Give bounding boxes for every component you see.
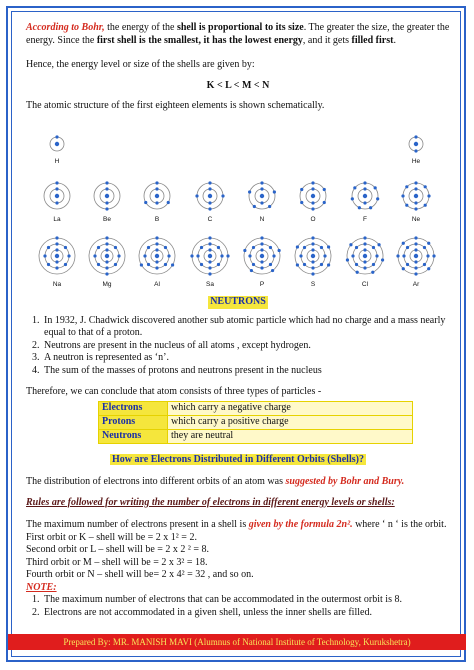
electron (97, 263, 100, 266)
neutrons-section (26, 296, 450, 619)
electron (311, 187, 314, 190)
electron (155, 266, 158, 269)
electron (363, 236, 366, 239)
max-formula: given by the formula 2n². (248, 519, 353, 530)
intro-bold-3: filled first (351, 34, 394, 46)
intro-text-1: the energy of the (104, 22, 177, 33)
electron (260, 201, 263, 204)
electron (414, 248, 417, 251)
electron (311, 272, 314, 275)
electron (268, 205, 271, 208)
electron (426, 254, 429, 257)
electron (303, 263, 306, 266)
document-content (26, 22, 450, 113)
electron (363, 201, 366, 204)
electron (414, 187, 417, 190)
shell-order: K < L < M < N (206, 79, 270, 91)
particle-name: Electrons (99, 401, 168, 415)
electron (414, 149, 417, 152)
distribution-text-main: The distribution of electrons into different orbits of an atom was (26, 476, 286, 487)
atomic-structure-text: The atomic structure of the first eighteen elements is shown schematically. (26, 100, 325, 111)
neutrons-item: 1. In 1932, J. Chadwick discovered another sub atomic particle which had no charge and a mass nearly equal to that of a proton. (42, 315, 450, 340)
atom-shells (193, 179, 227, 213)
electron (55, 236, 58, 239)
electron (320, 263, 323, 266)
electron (260, 236, 263, 239)
electron (311, 201, 314, 204)
electron (327, 245, 330, 248)
electron (311, 242, 314, 245)
electron (55, 260, 58, 263)
atom-diagram (296, 179, 330, 223)
electron (43, 254, 46, 257)
electron (424, 185, 427, 188)
orbit-line: Third orbit or M – shell will be = 2 x 3² = 18. (26, 556, 208, 568)
electron (300, 188, 303, 191)
electron (64, 263, 67, 266)
atom-shells (399, 179, 433, 213)
nucleus (260, 254, 264, 258)
electron (250, 269, 253, 272)
electron (114, 263, 117, 266)
electron (171, 263, 174, 266)
particles-table (98, 401, 413, 444)
particle-desc: which carry a positive charge (168, 415, 413, 429)
nucleus (311, 254, 315, 258)
electron (424, 204, 427, 207)
orbit-line: Second orbit or L – shell will be = 2 x 2 ² = 8. (26, 544, 210, 555)
electron (155, 248, 158, 251)
electron (248, 254, 251, 257)
electron (208, 236, 211, 239)
notes-list (26, 594, 450, 619)
atom-diagram (188, 234, 232, 288)
neutrons-item: 4. The sum of the masses of protons and neutrons present in the nucleus (42, 365, 450, 378)
electron (363, 181, 366, 184)
atom-symbol: Cl (361, 281, 369, 288)
atom-symbol: He (411, 158, 421, 165)
electron (208, 181, 211, 184)
electron (372, 263, 375, 266)
electron (105, 266, 108, 269)
electron (351, 197, 354, 200)
electron (220, 254, 223, 257)
table-row (99, 401, 413, 415)
atom-diagrams (0, 130, 474, 300)
electron (155, 260, 158, 263)
orbit-line: Fourth orbit or N – shell will be= 2 x 4² = 32 , and so on. (26, 569, 254, 580)
distribution-heading: How are Electrons Distributed in Different Orbits (Shells)? (112, 453, 364, 465)
electron (376, 197, 379, 200)
max-electrons-text (26, 519, 450, 532)
electron (196, 254, 199, 257)
electron (167, 254, 170, 257)
distribution-text (26, 476, 450, 489)
electron (208, 260, 211, 263)
electron (356, 271, 359, 274)
electron (105, 207, 108, 210)
electron (414, 135, 417, 138)
electron (405, 204, 408, 207)
electron (140, 263, 143, 266)
atom-shells (245, 179, 279, 213)
atom-shells (135, 234, 179, 278)
nucleus (414, 142, 418, 146)
electron (296, 245, 299, 248)
electron (105, 201, 108, 204)
electron (55, 201, 58, 204)
atom-symbol: Al (154, 281, 160, 288)
bohr-label: According to Bohr, (26, 22, 105, 33)
electron (414, 236, 417, 239)
electron (406, 263, 409, 266)
atom-diagram (135, 234, 179, 288)
atom-diagram (245, 179, 279, 223)
electron (155, 187, 158, 190)
neutrons-list (26, 315, 450, 378)
electron (300, 201, 303, 204)
intro-text-4: . (393, 34, 396, 46)
electron (260, 242, 263, 245)
electron (371, 271, 374, 274)
electron (217, 263, 220, 266)
electron (414, 207, 417, 210)
nucleus (155, 254, 159, 258)
electron (208, 187, 211, 190)
electron (273, 190, 276, 193)
electron (64, 246, 67, 249)
atom-symbol: F (363, 216, 367, 223)
electron (402, 242, 405, 245)
electron (144, 201, 147, 204)
electron (375, 254, 378, 257)
electron (278, 249, 281, 252)
electron (271, 269, 274, 272)
atom-symbol: P (259, 281, 265, 288)
atom-diagram (394, 234, 438, 288)
particle-name: Protons (99, 415, 168, 429)
atom-symbol: Ne (411, 216, 421, 223)
electron (147, 246, 150, 249)
electron (402, 267, 405, 270)
electron (311, 260, 314, 263)
nucleus (208, 194, 212, 198)
electron (260, 248, 263, 251)
atom-shells (46, 133, 68, 155)
electron (323, 201, 326, 204)
note-item: 2. Electrons are not accommodated in a given shell, unless the inner shells are filled. (42, 607, 450, 620)
electron (405, 185, 408, 188)
electron (260, 260, 263, 263)
atom-symbol: Na (52, 281, 62, 288)
intro-bold-1: shell is proportional to its size (176, 22, 304, 33)
atom-symbol: H (54, 158, 60, 165)
electron (303, 246, 306, 249)
electron (208, 248, 211, 251)
orbit-line: First orbit or K – shell will be = 2 x 1² = 2. (26, 531, 197, 543)
electron (164, 246, 167, 249)
intro-bold-2: first shell is the smallest, it has the lowest energy (96, 34, 303, 46)
nucleus (414, 254, 418, 258)
note-item: 1. The maximum number of electrons that can be accommodated in the outermost orbit is 8. (42, 594, 450, 607)
electron (105, 260, 108, 263)
electron (55, 181, 58, 184)
max-text-1: The maximum number of electrons present in a shell is (26, 519, 249, 530)
electron (311, 266, 314, 269)
max-text-2: where ‘ n ‘ is the orbit. (352, 519, 447, 530)
electron (311, 207, 314, 210)
electron (363, 242, 366, 245)
electron (253, 205, 256, 208)
atom-symbol: N (259, 216, 265, 223)
electron (327, 263, 330, 266)
electron (226, 254, 229, 257)
nucleus (155, 194, 159, 198)
electron (423, 246, 426, 249)
atom-diagram (343, 234, 387, 288)
nucleus (414, 194, 418, 198)
electron (55, 135, 58, 138)
electron (299, 254, 302, 257)
atom-symbol: La (53, 216, 61, 223)
electron (252, 246, 255, 249)
electron (296, 263, 299, 266)
electron (200, 246, 203, 249)
electron (381, 258, 384, 261)
electron (363, 248, 366, 251)
electron (423, 263, 426, 266)
electron (414, 272, 417, 275)
atom-shells (405, 133, 427, 155)
electron (190, 254, 193, 257)
electron (105, 181, 108, 184)
electron (369, 206, 372, 209)
electron (260, 266, 263, 269)
electron (432, 254, 435, 257)
electron (353, 186, 356, 189)
electron (355, 263, 358, 266)
electron (114, 246, 117, 249)
electron (47, 246, 50, 249)
electron (427, 194, 430, 197)
atom-shells (394, 234, 438, 278)
electron (269, 246, 272, 249)
note-label: NOTE: (26, 581, 57, 593)
electron (55, 248, 58, 251)
electron (323, 254, 326, 257)
electron (208, 207, 211, 210)
electron (311, 248, 314, 251)
electron (414, 266, 417, 269)
atom-diagram (140, 179, 174, 223)
nucleus (55, 254, 59, 258)
electron (164, 263, 167, 266)
nucleus (260, 194, 264, 198)
electron (402, 254, 405, 257)
atom-symbol: C (207, 216, 213, 223)
atom-diagram (85, 234, 129, 288)
electron (363, 260, 366, 263)
neutrons-title: NEUTRONS (210, 296, 266, 307)
electron (358, 206, 361, 209)
atom-shells (296, 179, 330, 213)
atom-diagram (193, 179, 227, 223)
nucleus (363, 194, 367, 198)
electron (117, 254, 120, 257)
electron (349, 243, 352, 246)
atom-diagram (240, 234, 284, 288)
electron (414, 242, 417, 245)
atom-shells (291, 234, 335, 278)
atom-shells (90, 179, 124, 213)
electron (93, 254, 96, 257)
electron (363, 266, 366, 269)
electron (105, 187, 108, 190)
electron (243, 249, 246, 252)
atom-shells (343, 234, 387, 278)
electron (208, 272, 211, 275)
rules-heading: Rules are followed for writing the number of electrons in different energy levels or shells: (26, 496, 395, 508)
electron (105, 236, 108, 239)
electron (248, 190, 251, 193)
electron (55, 187, 58, 190)
electron (355, 246, 358, 249)
nucleus (55, 142, 59, 146)
intro-text-3: , and it gets (302, 34, 352, 46)
electron (155, 181, 158, 184)
footer-banner: Prepared By: MR. MANISH MAVI (Alumnus of National Institute of Technology, Kurukshetra) (8, 634, 466, 650)
atom-symbol: Be (103, 216, 111, 223)
atom-shells (240, 234, 284, 278)
electron (260, 181, 263, 184)
electron (155, 201, 158, 204)
atom-symbol: Sa (206, 281, 214, 288)
atom-diagram (348, 179, 382, 223)
electron (269, 263, 272, 266)
electron (414, 201, 417, 204)
electron (155, 236, 158, 239)
electron (377, 243, 380, 246)
electron (323, 188, 326, 191)
electron (401, 194, 404, 197)
electron (414, 260, 417, 263)
electron (105, 272, 108, 275)
nucleus (363, 254, 367, 258)
atom-shells (85, 234, 129, 278)
electron (406, 246, 409, 249)
neutrons-item: 3. A neutron is represented as ‘n’. (42, 352, 450, 365)
atom-diagram (40, 179, 74, 223)
atom-shells (35, 234, 79, 278)
electron (195, 194, 198, 197)
table-row (99, 415, 413, 429)
electron (55, 242, 58, 245)
electron (55, 266, 58, 269)
electron (260, 187, 263, 190)
atom-shells (140, 179, 174, 213)
electron (217, 246, 220, 249)
electron (105, 242, 108, 245)
electron (208, 242, 211, 245)
electron (167, 201, 170, 204)
electron (346, 258, 349, 261)
atom-symbol: S (310, 281, 316, 288)
electron (351, 254, 354, 257)
order-intro: Hence, the energy level or size of the shells are given by: (26, 59, 255, 70)
electron (47, 263, 50, 266)
particle-desc: which carry a negative charge (168, 401, 413, 415)
electron (320, 246, 323, 249)
particle-name: Neutrons (99, 429, 168, 443)
electron (427, 242, 430, 245)
table-row (99, 429, 413, 443)
atom-diagram (35, 234, 79, 288)
electron (97, 246, 100, 249)
electron (374, 186, 377, 189)
atom-diagram (291, 234, 335, 288)
nucleus (311, 194, 315, 198)
electron (221, 194, 224, 197)
electron (363, 187, 366, 190)
atom-diagram (90, 179, 124, 223)
electron (311, 181, 314, 184)
electron (372, 246, 375, 249)
electron (200, 263, 203, 266)
intro-text-2: . The greater the size, the greater the energy. Since the (26, 22, 450, 46)
conclusion-text: Therefore, we can conclude that atom consists of three types of particles - (26, 386, 322, 397)
electron (155, 242, 158, 245)
intro-paragraph (26, 22, 450, 47)
electron (147, 263, 150, 266)
electron (272, 254, 275, 257)
atom-diagram (405, 133, 427, 165)
electron (67, 254, 70, 257)
electron (105, 248, 108, 251)
atom-shells (348, 179, 382, 213)
atom-shells (40, 179, 74, 213)
electron (252, 263, 255, 266)
nucleus (55, 194, 59, 198)
electron (311, 236, 314, 239)
atom-shells (188, 234, 232, 278)
atom-symbol: Mg (102, 281, 112, 288)
nucleus (208, 254, 212, 258)
electron (143, 254, 146, 257)
neutrons-item: 2. Neutrons are present in the nucleus of all atoms , except hydrogen. (42, 340, 450, 353)
distribution-suggested: suggested by Bohr and Bury. (285, 476, 405, 487)
electron (208, 266, 211, 269)
atom-symbol: Ar (412, 281, 420, 288)
nucleus (105, 194, 109, 198)
electron (414, 181, 417, 184)
electron (427, 267, 430, 270)
atom-diagram (399, 179, 433, 223)
particle-desc: they are neutral (168, 429, 413, 443)
atom-diagram (46, 133, 68, 165)
atom-symbol: B (154, 216, 160, 223)
nucleus (105, 254, 109, 258)
atom-symbol: O (310, 216, 316, 223)
electron (208, 201, 211, 204)
electron (396, 254, 399, 257)
